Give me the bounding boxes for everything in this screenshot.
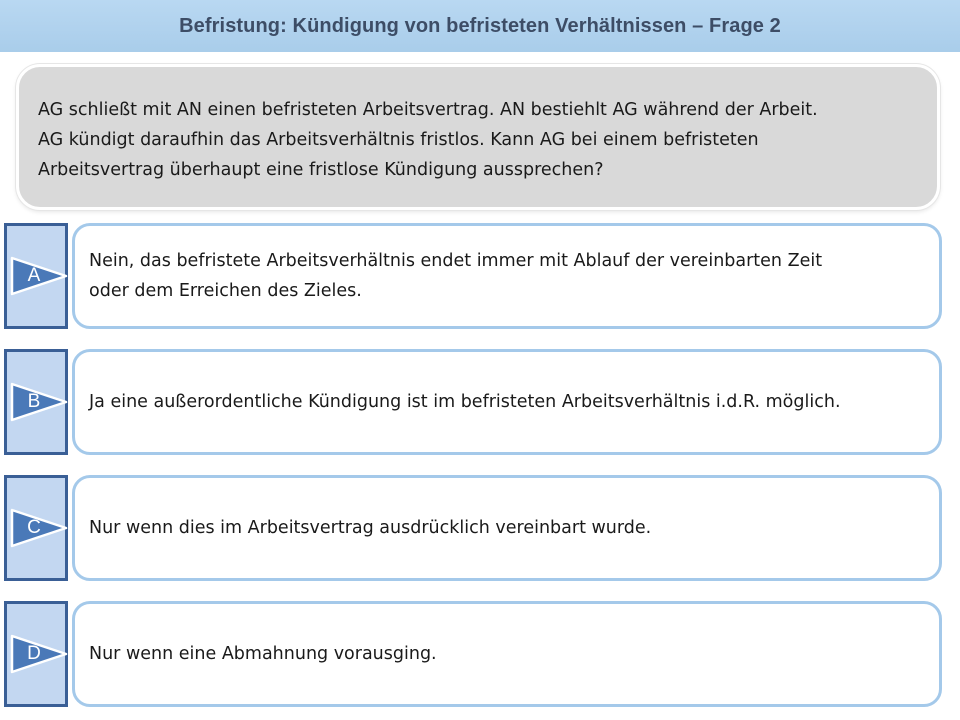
answer-marker-d[interactable] xyxy=(10,630,74,678)
answer-box-a[interactable] xyxy=(72,223,942,329)
answer-d-text: Nur wenn eine Abmahnung vorausging. xyxy=(89,644,437,664)
answer-letter-a: A xyxy=(27,265,41,286)
answer-marker-c[interactable] xyxy=(10,504,74,552)
question-box xyxy=(16,64,940,210)
answer-c-text: Nur wenn dies im Arbeitsvertrag ausdrücklich vereinbart wurde. xyxy=(89,518,652,538)
question-line-3: Arbeitsvertrag überhaupt eine fristlose Kündigung aussprechen? xyxy=(38,160,604,180)
answer-a-line-2: oder dem Erreichen des Zieles. xyxy=(89,281,362,301)
question-line-2: AG kündigt daraufhin das Arbeitsverhältnis fristlos. Kann AG bei einem befristeten xyxy=(38,130,759,150)
title-bar xyxy=(0,0,960,52)
answer-option-b[interactable] xyxy=(4,349,944,457)
answer-box-c[interactable] xyxy=(72,475,942,581)
answer-letter-b: B xyxy=(27,391,41,412)
answer-box-d[interactable] xyxy=(72,601,942,707)
answer-option-a[interactable] xyxy=(4,223,944,331)
page-title: Befristung: Kündigung von befristeten Verhältnissen – Frage 2 xyxy=(179,14,781,37)
answer-b-text: Ja eine außerordentliche Kündigung ist im befristeten Arbeitsverhältnis i.d.R. möglich. xyxy=(89,392,841,412)
answer-option-d[interactable] xyxy=(4,601,944,709)
answer-marker-b[interactable] xyxy=(10,378,74,426)
answer-a-line-1: Nein, das befristete Arbeitsverhältnis endet immer mit Ablauf der vereinbarten Zeit xyxy=(89,251,823,271)
answer-letter-c: C xyxy=(27,517,41,538)
question-line-1: AG schließt mit AN einen befristeten Arbeitsvertrag. AN bestiehlt AG während der Arbeit. xyxy=(38,100,818,120)
answer-box-b[interactable] xyxy=(72,349,942,455)
answer-option-c[interactable] xyxy=(4,475,944,583)
answer-letter-d: D xyxy=(27,643,41,664)
answer-marker-a[interactable] xyxy=(10,252,74,300)
